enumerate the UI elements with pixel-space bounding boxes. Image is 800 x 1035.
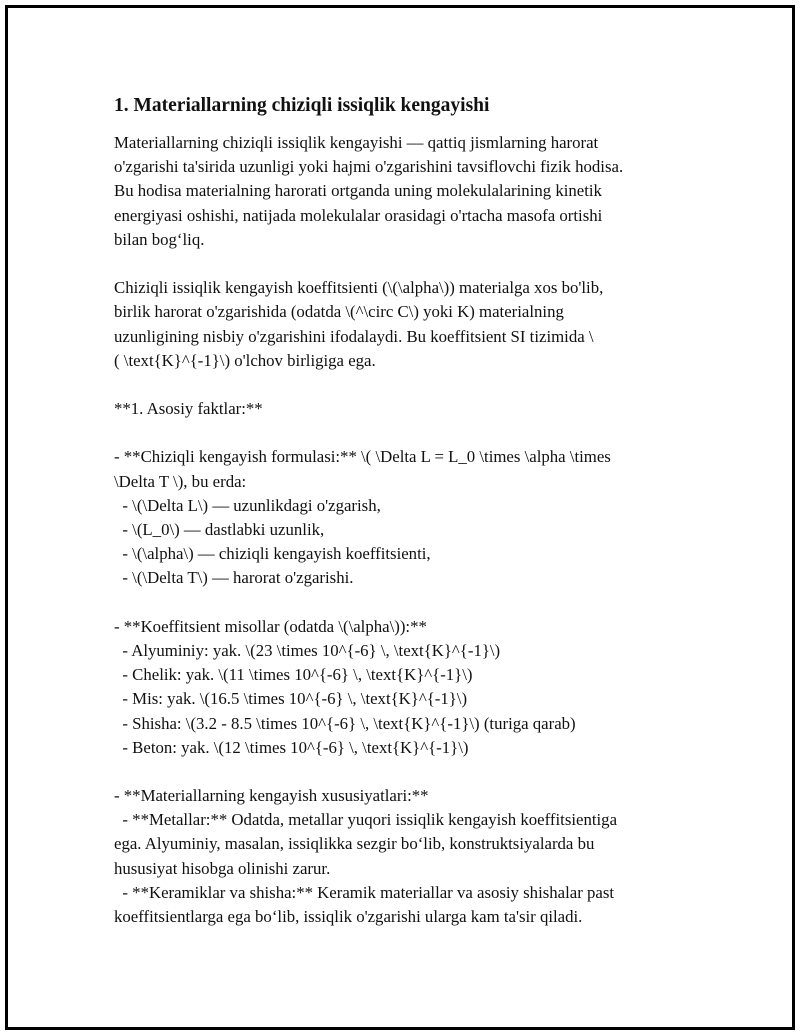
blank-line	[114, 252, 694, 276]
text-line: energiyasi oshishi, natijada molekulalar orasidagi o'rtacha masofa ortishi	[114, 205, 603, 225]
text-line: o'zgarishi ta'sirida uzunligi yoki hajmi o'zgarishini tavsiflovchi fizik hodisa.	[114, 157, 624, 177]
list-item: - Beton: yak. \(12 \times 10^{-6} \, \text{K}^{-1}\)	[114, 737, 469, 757]
blank-line	[114, 760, 694, 784]
text-line: Bu hodisa materialning harorati ortganda uning molekulalarining kinetik	[114, 181, 602, 201]
list-item: - **Metallar:** Odatda, metallar yuqori issiqlik kengayish koeffitsientiga	[114, 810, 618, 830]
list-item: - Mis: yak. \(16.5 \times 10^{-6} \, \text{K}^{-1}\)	[114, 689, 468, 709]
text-line: Chiziqli issiqlik kengayish koeffitsienti (\(\alpha\)) materialga xos bo'lib,	[114, 278, 604, 298]
list-item: - \(\Delta L\) — uzunlikdagi o'zgarish,	[114, 495, 381, 515]
section-heading-line: **1. Asosiy faktlar:**	[114, 399, 263, 419]
text-line: ( \text{K}^{-1}\) o'lchov birligiga ega.	[114, 350, 376, 370]
list-item: - **Keramiklar va shisha:** Keramik materiallar va asosiy shishalar past	[114, 882, 615, 902]
list-item: - **Koeffitsient misollar (odatda \(\alpha\)):**	[114, 616, 427, 636]
blank-line	[114, 373, 694, 397]
text-line: birlik harorat o'zgarishida (odatda \(^\circ C\) yoki K) materialning	[114, 302, 564, 322]
document-title: 1. Materiallarning chiziqli issiqlik kengayishi	[114, 95, 490, 116]
list-item: - \(L_0\) — dastlabki uzunlik,	[114, 520, 325, 539]
list-item: - Alyuminiy: yak. \(23 \times 10^{-6} \, \text{K}^{-1}\)	[114, 640, 501, 660]
list-item: - **Chiziqli kengayish formulasi:** \( \Delta L = L_0 \times \alpha \times	[114, 447, 611, 467]
text-line: koeffitsientlarga ega bo‘lib, issiqlik o'zgarishi ularga kam ta'sir qiladi.	[114, 907, 583, 926]
list-item: - **Materiallarning kengayish xususiyatlari:**	[114, 786, 429, 806]
text-line: bilan bog‘liq.	[114, 229, 205, 249]
blank-line	[114, 421, 694, 445]
blank-line	[114, 591, 694, 615]
list-item: - \(\Delta T\) — harorat o'zgarishi.	[114, 568, 354, 588]
text-line: ega. Alyuminiy, masalan, issiqlikka sezgir bo‘lib, konstruktsiyalarda bu	[114, 834, 595, 854]
list-item: \Delta T \), bu erda:	[114, 471, 247, 491]
document-body	[114, 92, 694, 929]
text-block	[114, 131, 694, 929]
text-line: Materiallarning chiziqli issiqlik kengayishi — qattiq jismlarning harorat	[114, 133, 599, 152]
text-line: uzunligining nisbiy o'zgarishini ifodalaydi. Bu koeffitsient SI tizimida \	[114, 326, 594, 346]
list-item: - Shisha: \(3.2 - 8.5 \times 10^{-6} \, \text{K}^{-1}\) (turiga qarab)	[114, 713, 576, 733]
list-item: - \(\alpha\) — chiziqli kengayish koeffitsienti,	[114, 544, 431, 564]
text-line: hususiyat hisobga olinishi zarur.	[114, 858, 331, 878]
list-item: - Chelik: yak. \(11 \times 10^{-6} \, \text{K}^{-1}\)	[114, 665, 473, 685]
